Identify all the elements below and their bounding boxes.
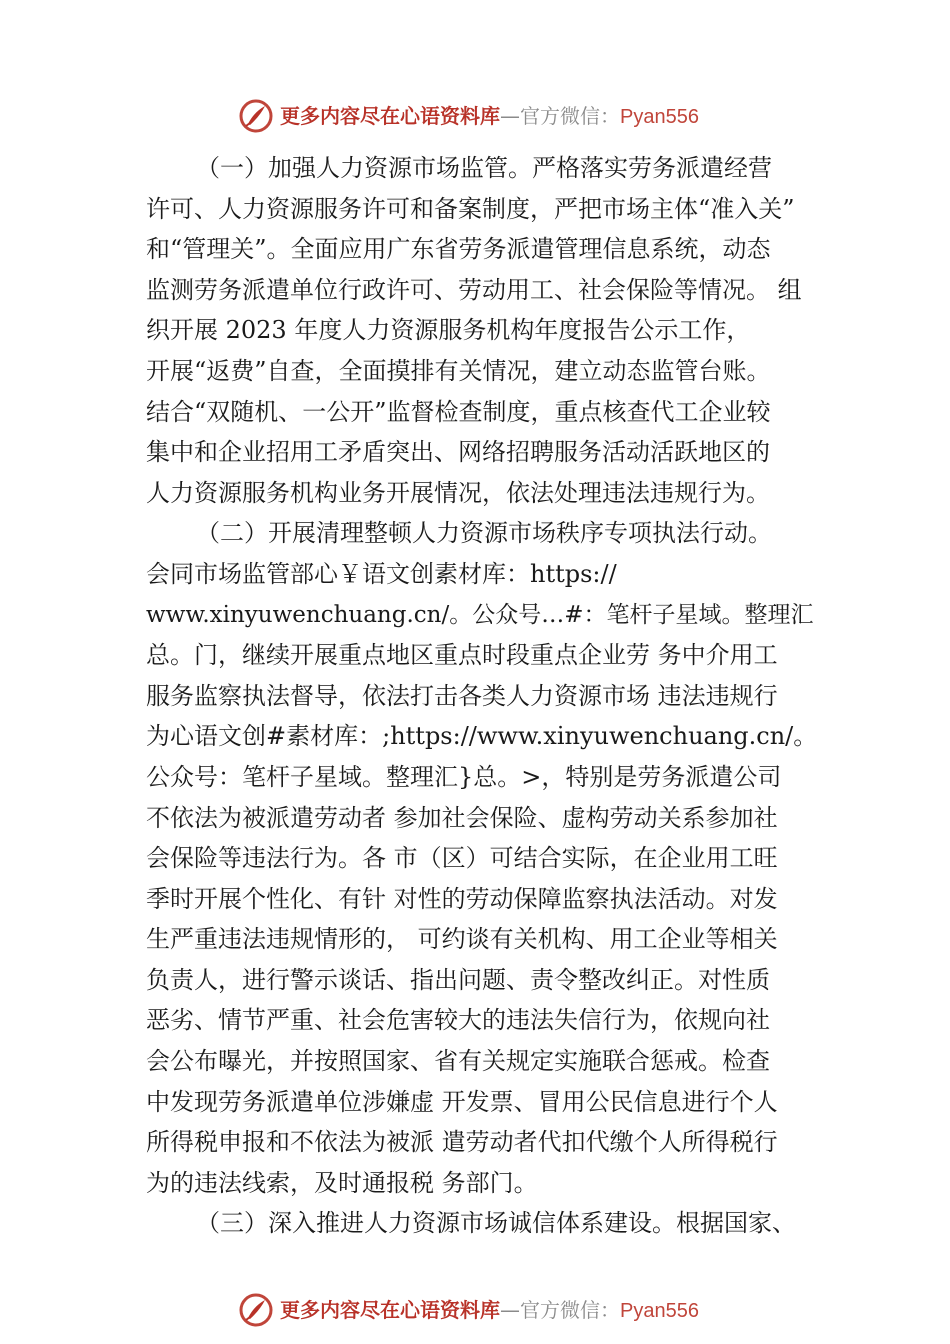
footer-watermark-banner: [0, 1290, 950, 1330]
paragraph-line: 监测劳务派遣单位行政许可、劳动用工、社会保险等情况。 组: [146, 275, 802, 304]
paragraph-line: 和“管理关”。全面应用广东省劳务派遣管理信息系统，动态: [146, 235, 771, 264]
paragraph-line: （一）加强人力资源市场监管。严格落实劳务派遣经营: [196, 154, 772, 182]
brush-logo-icon: [238, 98, 274, 134]
paragraph-line: 所得税申报和不依法为被派 遣劳动者代扣代缴个人所得税行: [146, 1128, 778, 1157]
paragraph-line: 不依法为被派遣劳动者 参加社会保险、虚构劳动关系参加社: [146, 803, 778, 832]
paragraph-line: 集中和企业招用工矛盾突出、网络招聘服务活动活跃地区的: [146, 438, 770, 467]
paragraph-line: 服务监察执法督导，依法打击各类人力资源市场 违法违规行: [146, 681, 778, 710]
paragraph-line: 人力资源服务机构业务开展情况，依法处理违法违规行为。: [146, 478, 770, 507]
paragraph-line: 会公布曝光，并按照国家、省有关规定实施联合惩戒。检查: [146, 1047, 770, 1076]
paragraph-line: 会保险等违法行为。各 市（区）可结合实际，在企业用工旺: [146, 844, 778, 873]
watermark-text: 更多内容尽在心语资料库—官方微信：Pyan556: [280, 1298, 699, 1322]
paragraph-line: 开展“返费”自查，全面摸排有关情况，建立动态监管台账。: [146, 356, 771, 385]
paragraph-line: 许可、人力资源服务许可和备案制度，严把市场主体“准入关”: [146, 194, 795, 223]
paragraph-line: 为的违法线索，及时通报税 务部门。: [146, 1168, 538, 1197]
paragraph-line: 织开展 2023 年度人力资源服务机构年度报告公示工作，: [146, 316, 751, 345]
paragraph-line: 季时开展个性化、有针 对性的劳动保障监察执法活动。对发: [146, 884, 778, 913]
paragraph-line: 会同市场监管部心￥语文创素材库：https://: [146, 559, 617, 588]
paragraph-line: 公众号：笔杆子星域。整理汇}总。>，特别是劳务派遣公司: [146, 762, 782, 791]
paragraph-line: （三）深入推进人力资源市场诚信体系建设。根据国家、: [196, 1209, 796, 1238]
document-body: [146, 148, 826, 1244]
paragraph-line: 中发现劳务派遣单位涉嫌虚 开发票、冒用公民信息进行个人: [146, 1087, 778, 1116]
paragraph-line: 总。门，继续开展重点地区重点时段重点企业劳 务中介用工: [146, 641, 778, 670]
header-watermark-banner: [0, 96, 950, 136]
brush-logo-icon: [238, 1292, 274, 1328]
watermark-text: 更多内容尽在心语资料库—官方微信：Pyan556: [280, 104, 699, 128]
paragraph-line: 恶劣、情节严重、社会危害较大的违法失信行为，依规向社: [146, 1006, 770, 1035]
paragraph-line: （二）开展清理整顿人力资源市场秩序专项执法行动。: [196, 519, 772, 548]
paragraph-line: 生严重违法违规情形的， 可约谈有关机构、用工企业等相关: [146, 925, 778, 954]
paragraph-line: 负责人，进行警示谈话、指出问题、责令整改纠正。对性质: [146, 965, 770, 994]
paragraph-line: www.xinyuwenchuang.cn/。公众号…#：笔杆子星域。整理汇: [146, 601, 814, 628]
paragraph-line: 结合“双随机、一公开”监督检查制度，重点核查代工企业较: [146, 397, 771, 426]
paragraph-line: 为心语文创#素材库：;https://www.xinyuwenchuang.cn/。: [146, 722, 818, 751]
